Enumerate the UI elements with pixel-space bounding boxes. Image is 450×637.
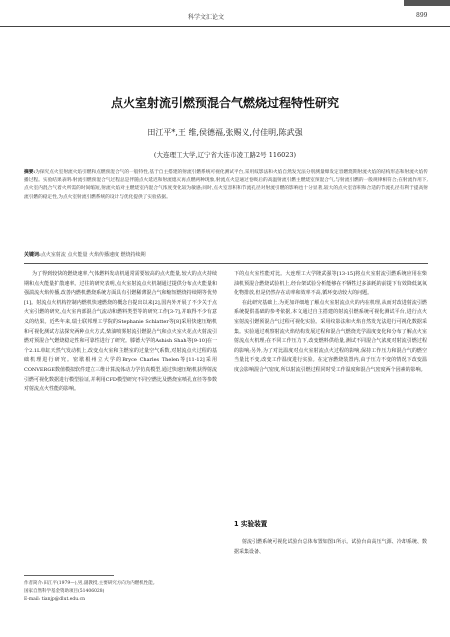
footnote-fund: 国家自然科学基金资助项目(51406028): [24, 589, 105, 595]
left-column: [24, 270, 217, 395]
running-header: [0, 12, 450, 24]
journal-name: 科学文汇论文: [188, 14, 225, 21]
section-heading: 1 实验装置: [234, 520, 268, 528]
footnote-author-bio: 作者简介:田江平(1979—),男,副教授,主要研究方向为内燃机性能。: [24, 581, 158, 586]
keywords-label: 关键词:: [24, 252, 41, 258]
abstract: [24, 169, 428, 202]
paper-title: 点火室射流引燃预混合气燃烧过程特性研究: [110, 96, 339, 110]
author-list: 田江平*,王 维,侯德福,张赐义,付佳明,陈武强: [147, 128, 303, 137]
page-number: 899: [416, 12, 428, 19]
keywords: [24, 251, 428, 258]
corner-bar: [404, 0, 450, 6]
footnote: [24, 580, 224, 605]
footnote-email: E-mail: tianjp@dlut.edu.cn: [24, 597, 86, 603]
body-paragraph: 下的点火室性能对比。大连理工大学隆武强等[13-15]将点火室射流引燃系统应用在柴油机预混合燃烧试验机上,经台架试验分析能够在不牺牲过多油耗的前提下有效降低氮氧化物排放,但是仍然存在动率和效率不高,循环变动较大的问题。: [234, 271, 427, 297]
section-body: [234, 538, 427, 557]
body-paragraph: 在此研究基础上,为更加详细地了解点火室射流点火的内在机理,从而对改进射流引燃系统提供基础的参考依据,本文通过自主搭建的射流引燃系统可视化测试平台,进行点火室射流引燃预混合气过程可视化实验。采用纹影法和火焰自然发光法进行可视化数据采集。实验通过观察射流火焰结构发展过程和混合气燃烧光学温度变化和分布了解点火室射流点火机理;在不同工作压力下,改变燃料供给量,测试不同混合气浓度对射流引燃过程的影响;另外,为了对比温度对点火室射流点火过程的影响,保持工作压力和混合气的燃空当量比不变,改变工作温度进行实验。在定容燃烧装置内,由于压力不变的情况下改变温度会影响混合气密度,所以射流引燃过程同时受工作温度和混合气密度两个因素的影响。: [234, 299, 427, 373]
header-rule: [0, 26, 450, 27]
abstract-text: 为探究点火室射流火焰引燃和点燃预混合气的一般特性,基于自主搭建的射流引燃系统可视化测试平台,采用纹影法和火焰自然发光法分别测量爆发定容燃烧期射流火焰的结构形态和射流火焰传播过程。实验结果表明:射流引燃预混合气过程总是伴随点火延迟和射流熄灭再点燃两种现象,射流点火是通过卷吸后的高温射流引燃主燃烧室预混合气,与射流引燃的一般规律相符合;在射流作用下,点火室内混合气着火所需的时间缩短,射流火焰对主燃烧室内混合气浓度变化较为敏感;同时,点火室容积和节流孔径对射流引燃的影响也十分显著,较大的点火室容积和合适的节流孔径有利于提高射流引燃的稳定性,为点火室射流引燃系统的设计与优化提供了实验依据。: [24, 170, 428, 200]
keywords-text: 点火室射流 点火能量 火焰传播速度 燃烧持续期: [40, 252, 146, 258]
right-column: [234, 270, 427, 376]
affiliation: (大连理工大学,辽宁省大连市凌工路2号 116023): [153, 151, 297, 159]
body-paragraph: 射流引燃系统可视化试验台总体布置如图1所示。试验台由高压气源、冷却系统、数据采集设备、: [234, 539, 427, 555]
abstract-rule: [24, 263, 428, 264]
footnote-rule: [24, 575, 114, 576]
abstract-label: 摘要:: [24, 170, 36, 175]
body-paragraph: 为了得到较快的燃烧速率,气体燃料发动机通常需要较高的点火能量,较大的点火持续期和点火能量扩散速率。过往的研究表明,点火室射流点火机制通过提供分布点火能量和强湍流火焰传播,改善内燃机燃烧系统方面具有引燃稀薄混合气和缩短燃烧持续期等优势[1]。射流点火机构控制内燃机快速燃烧的概念自提出以来[2],国内外开展了不少关于点火室引燃的研究,点火室内部混合气流动和燃料类型等的研究工作[3-7],并取得不少有意义的结果。近些年来,瑞士联邦理工学院的Stephanie Schlatter等[8]采用快速压缩机和可视化测试方法探究两种点火方式,柴油喷雾射流引燃混合气和点火室火花点火射流引燃对预混合气燃烧稳定性和可靠性进行了研究。滕德大学的Ashish Shah等[9-10]在一个2.1L单缸天然气发动机上,改变点火室和主燃室的过量空气系数,对射流点火过程的基础机理进行研究。密歇根州立大学的Bryce Charles Thelen等[11-12]采用CONVERGE数值模拟软件建立三维计算流体动力学仿真模型,通过快速压缩机获得射流引燃可视化数据进行模型验证,并利用CFD模型研究不同空燃比及燃烧室喷孔直径等参数对射流点火性能的影响。: [24, 271, 217, 393]
